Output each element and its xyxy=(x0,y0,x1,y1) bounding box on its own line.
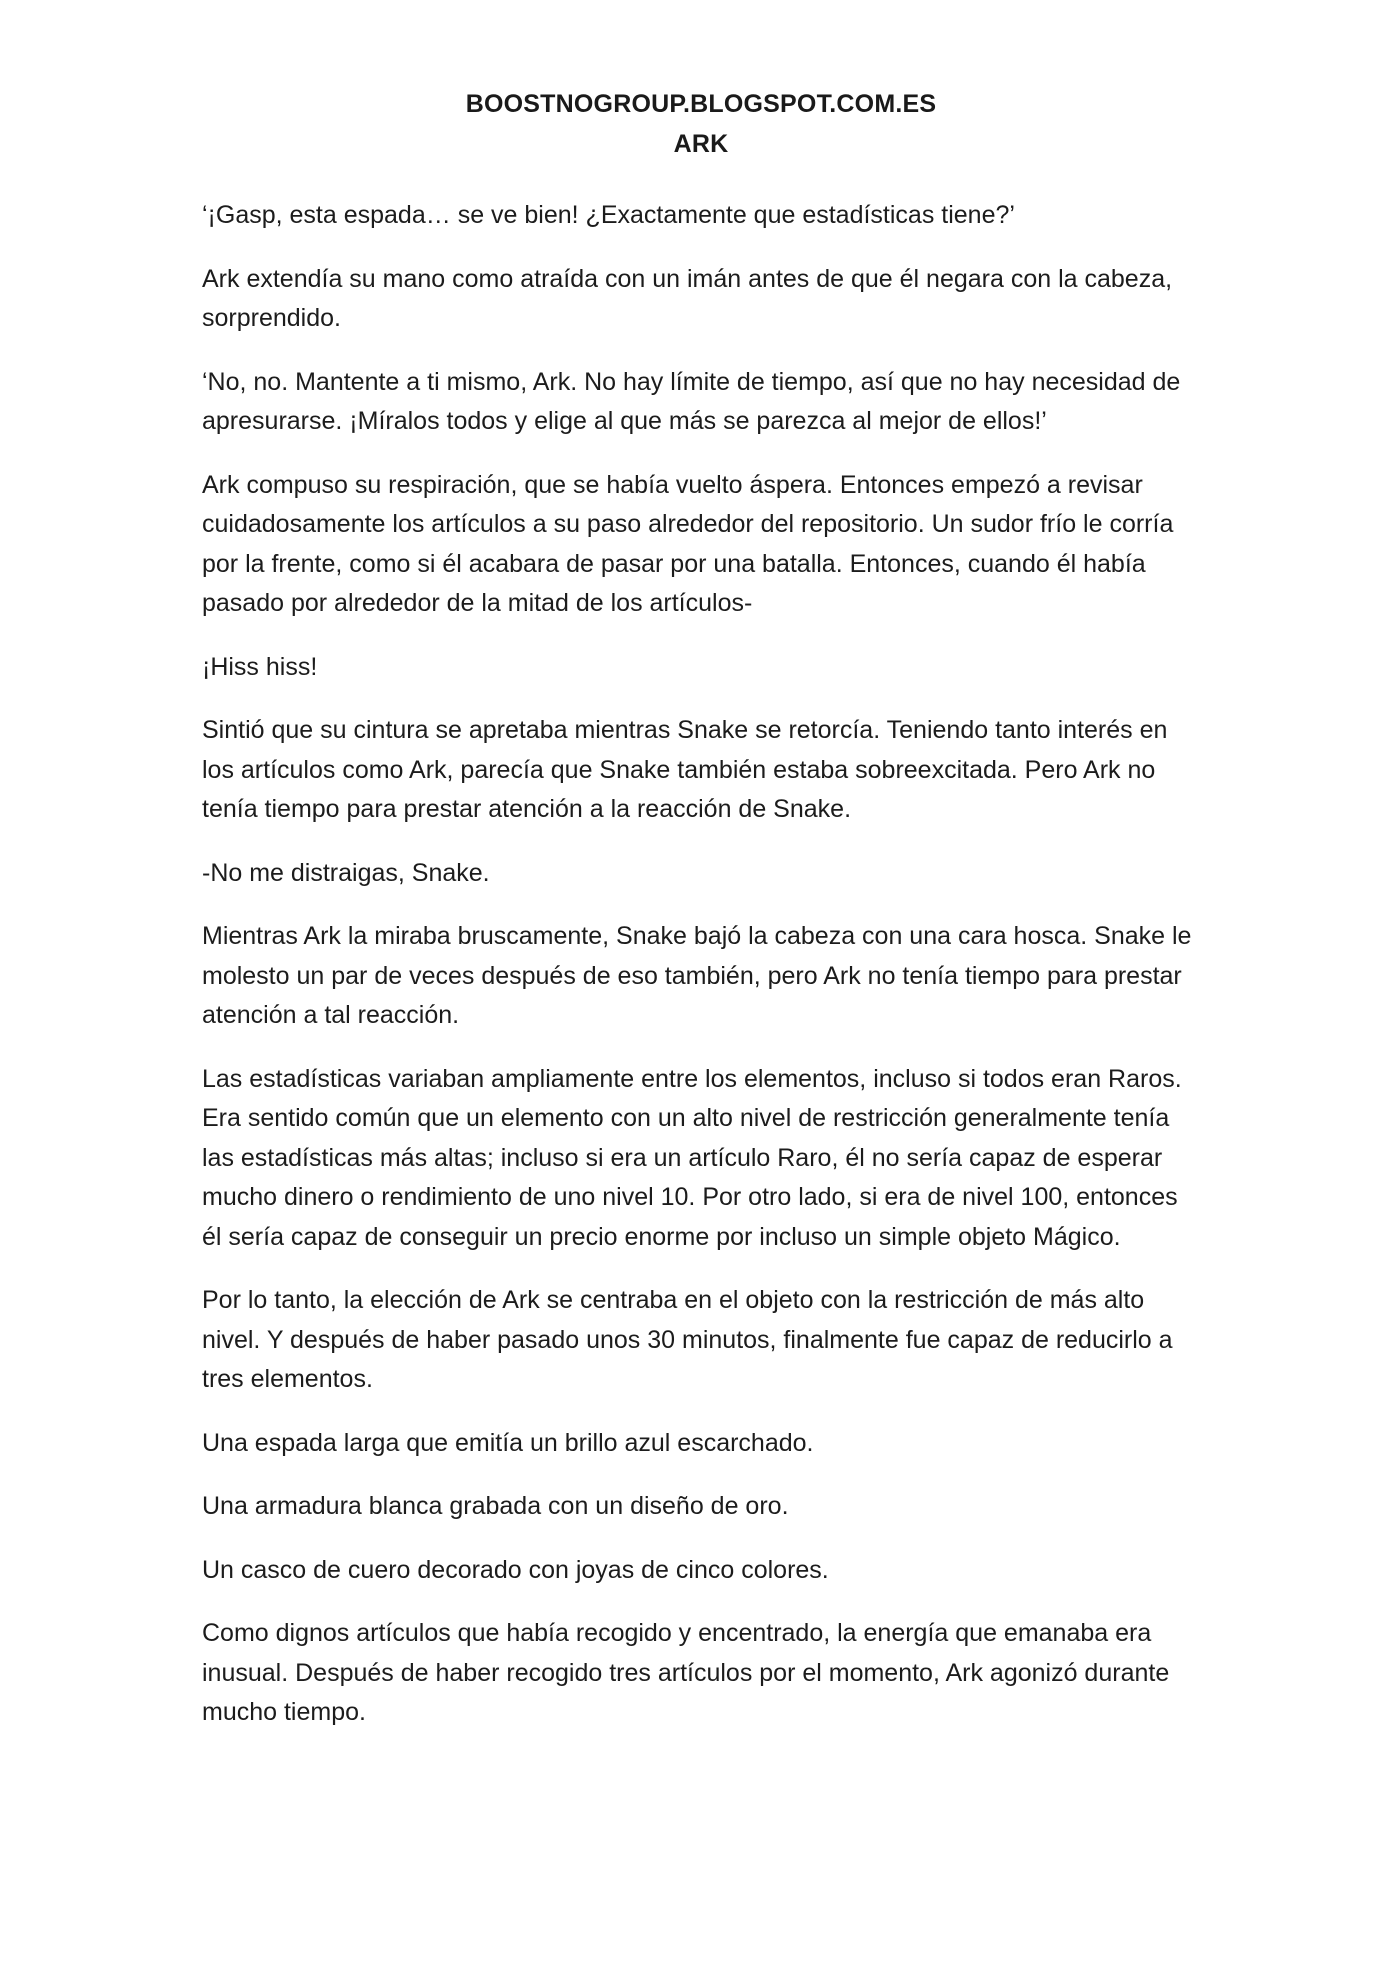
paragraph: Las estadísticas variaban ampliamente entre los elementos, incluso si todos eran Raros. Era sentido común que un elemento con un alto nivel de restricción generalmente tenía las estadísticas más altas; incluso si era un artículo Raro, él no sería capaz de esperar mucho dinero o rendimiento de uno nivel 10. Por otro lado, si era de nivel 100, entonces él sería capaz de conseguir un precio enorme por incluso un simple objeto Mágico. xyxy=(202,1064,1182,1251)
paragraph: Ark compuso su respiración, que se había vuelto áspera. Entonces empezó a revisar cuidadosamente los artículos a su paso alrededor del repositorio. Un sudor frío le corría por la frente, como si él acabara de pasar por una batalla. Entonces, cuando él había pasado por alrededor de la mitad de los artículos- xyxy=(202,470,1174,617)
paragraph: Mientras Ark la miraba bruscamente, Snake bajó la cabeza con una cara hosca. Snake le molesto un par de veces después de eso también, pero Ark no tenía tiempo para prestar atención a tal reacción. xyxy=(202,922,1192,1029)
chapter-title: ARK xyxy=(673,130,729,158)
paragraph: Sintió que su cintura se apretaba mientras Snake se retorcía. Teniendo tanto interés en los artículos como Ark, parecía que Snake también estaba sobreexcitada. Pero Ark no tenía tiempo para prestar atención a la reacción de Snake. xyxy=(202,716,1168,823)
paragraph: Una armadura blanca grabada con un diseño de oro. xyxy=(202,1492,789,1520)
paragraph: -No me distraigas, Snake. xyxy=(202,858,490,887)
paragraph: ‘No, no. Mantente a ti mismo, Ark. No hay límite de tiempo, así que no hay necesidad de apresurarse. ¡Míralos todos y elige al que más se parezca al mejor de ellos!’ xyxy=(202,367,1181,435)
paragraph: Un casco de cuero decorado con joyas de cinco colores. xyxy=(202,1555,829,1584)
paragraph: ‘¡Gasp, esta espada… se ve bien! ¿Exactamente que estadísticas tiene?’ xyxy=(202,201,1015,229)
site-title: BOOSTNOGROUP.BLOGSPOT.COM.ES xyxy=(465,90,937,118)
document-body xyxy=(202,196,1200,1733)
paragraph: Ark extendía su mano como atraída con un imán antes de que él negara con la cabeza, sorprendido. xyxy=(202,264,1173,332)
paragraph: ¡Hiss hiss! xyxy=(202,652,318,681)
paragraph: Por lo tanto, la elección de Ark se centraba en el objeto con la restricción de más alto nivel. Y después de haber pasado unos 30 minutos, finalmente fue capaz de reducirlo a tres elementos. xyxy=(202,1286,1173,1393)
paragraph: Una espada larga que emitía un brillo azul escarchado. xyxy=(202,1428,814,1457)
paragraph: Como dignos artículos que había recogido y encentrado, la energía que emanaba era inusual. Después de haber recogido tres artículos por el momento, Ark agonizó durante mucho tiempo. xyxy=(202,1619,1170,1726)
page-header xyxy=(202,84,1200,164)
